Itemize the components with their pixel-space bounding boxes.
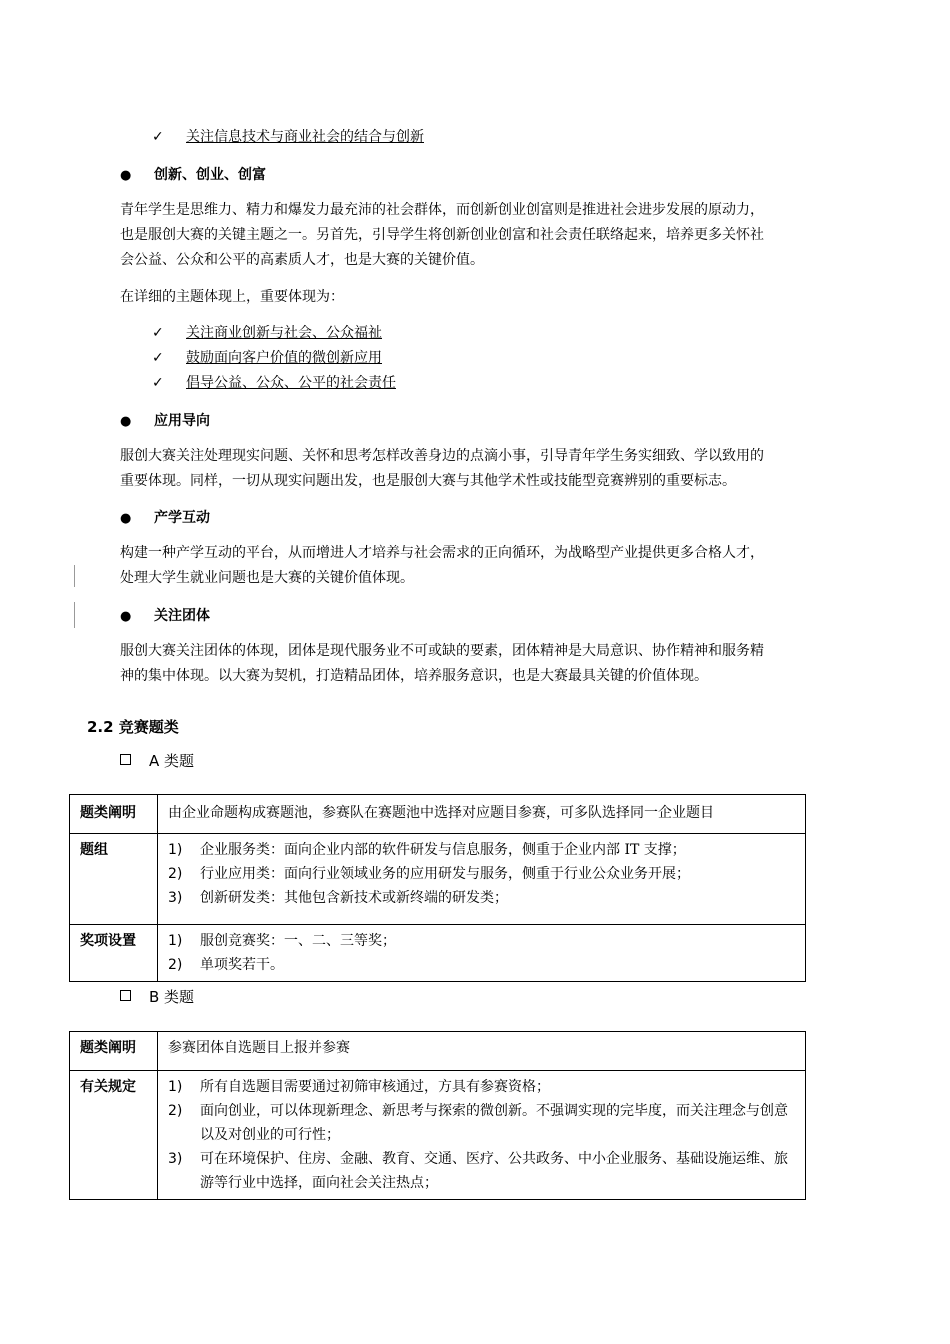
paragraph — [120, 444, 860, 494]
table-row — [70, 834, 806, 925]
heading-text: 应用导向 — [154, 413, 210, 429]
para-line: 青年学生是思维力、精力和爆发力最充沛的社会群体，而创新创业创富则是推进社会进步发展的原动力， — [120, 202, 764, 218]
bullet-heading — [120, 508, 210, 528]
list-item: 1) 所有自选题目需要通过初筛审核通过，方具有参赛资格； — [168, 1079, 550, 1095]
check-item — [152, 127, 424, 147]
square-bullet-icon — [120, 754, 131, 765]
option-label: A 类题 — [149, 752, 195, 770]
para-line: 也是服创大赛的关键主题之一。另首先，引导学生将创新创业创富和社会责任联络起来，培养更多关怀社 — [120, 227, 764, 243]
change-bar — [74, 565, 75, 587]
paragraph — [120, 639, 860, 689]
option-b — [120, 987, 194, 1007]
check-item — [152, 348, 382, 368]
para-line: 重要体现。同样，一切从现实问题出发，也是服创大赛与其他学术性或技能型竞赛辨别的重要标志。 — [120, 473, 736, 489]
table-row — [70, 1032, 806, 1071]
para-line: 神的集中体现。以大赛为契机，打造精品团体，培养服务意识，也是大赛最具关键的价值体现。 — [120, 668, 708, 684]
para-line: 构建一种产学互动的平台，从而增进人才培养与社会需求的正向循环，为战略型产业提供更多合格人才， — [120, 545, 764, 561]
table-row — [70, 925, 806, 982]
option-a — [120, 751, 194, 771]
checkmark-icon: ✓ — [152, 350, 164, 366]
para-line: 服创大赛关注团体的体现，团体是现代服务业不可或缺的要素，团体精神是大局意识、协作精神和服务精 — [120, 643, 764, 659]
table-row — [70, 1071, 806, 1200]
change-bar — [74, 602, 75, 628]
bullet-icon: ● — [120, 168, 132, 183]
bullet-heading — [120, 606, 210, 626]
para-line: 服创大赛关注处理现实问题、关怀和思考怎样改善身边的点滴小事，引导青年学生务实细致、学以致用的 — [120, 448, 764, 464]
row-value — [158, 1071, 806, 1200]
row-key: 奖项设置 — [70, 925, 158, 982]
table-b — [69, 1031, 806, 1200]
row-key: 题组 — [70, 834, 158, 925]
row-key: 题类阐明 — [70, 1032, 158, 1071]
row-key: 有关规定 — [70, 1071, 158, 1200]
bullet-heading — [120, 411, 210, 431]
para-line: 会公益、公众和公平的高素质人才，也是大赛的关键价值。 — [120, 252, 484, 268]
list-item: 2) 行业应用类：面向行业领域业务的应用研发与服务，侧重于行业公众业务开展； — [168, 866, 690, 882]
section-title: 2.2 竞赛题类 — [87, 718, 179, 736]
heading-text: 产学互动 — [154, 510, 210, 526]
heading-text: 创新、创业、创富 — [154, 167, 266, 183]
row-key: 题类阐明 — [70, 795, 158, 834]
table-a — [69, 794, 806, 982]
row-value — [158, 925, 806, 982]
checkmark-icon: ✓ — [152, 325, 164, 341]
list-item: 1) 企业服务类：面向企业内部的软件研发与信息服务，侧重于企业内部 IT 支撑； — [168, 842, 686, 858]
checkmark-icon: ✓ — [152, 375, 164, 391]
table-row — [70, 795, 806, 834]
row-value: 由企业命题构成赛题池，参赛队在赛题池中选择对应题目参赛，可多队选择同一企业题目 — [158, 795, 806, 834]
paragraph — [120, 285, 860, 310]
heading-text: 关注团体 — [154, 608, 210, 624]
row-value — [158, 834, 806, 925]
check-item-text: 倡导公益、公众、公平的社会责任 — [186, 375, 396, 391]
paragraph — [120, 541, 860, 591]
list-item: 3) 可在环境保护、住房、金融、教育、交通、医疗、公共政务、中小企业服务、基础设施运维、旅游等行业中选择，面向社会关注热点； — [168, 1151, 788, 1191]
list-item: 2) 面向创业，可以体现新理念、新思考与探索的微创新。不强调实现的完毕度，而关注理念与创意以及对创业的可行性； — [168, 1103, 788, 1143]
bullet-icon: ● — [120, 609, 132, 624]
list-item: 2) 单项奖若干。 — [168, 957, 284, 973]
bullet-heading — [120, 165, 266, 185]
square-bullet-icon — [120, 990, 131, 1001]
bullet-icon: ● — [120, 414, 132, 429]
check-item — [152, 373, 396, 393]
checkmark-icon: ✓ — [152, 129, 164, 145]
bullet-icon: ● — [120, 511, 132, 526]
check-item-text: 鼓励面向客户价值的微创新应用 — [186, 350, 382, 366]
para-line: 处理大学生就业问题也是大赛的关键价值体现。 — [120, 570, 414, 586]
list-item: 3) 创新研发类：其他包含新技术或新终端的研发类； — [168, 890, 508, 906]
check-item — [152, 323, 382, 343]
para-line: 在详细的主题体现上，重要体现为： — [120, 289, 344, 305]
option-label: B 类题 — [149, 988, 195, 1006]
check-item-text: 关注信息技术与商业社会的结合与创新 — [186, 129, 424, 145]
row-value: 参赛团体自选题目上报并参赛 — [158, 1032, 806, 1071]
check-item-text: 关注商业创新与社会、公众福祉 — [186, 325, 382, 341]
paragraph — [120, 198, 860, 273]
list-item: 1) 服创竞赛奖：一、二、三等奖； — [168, 933, 396, 949]
